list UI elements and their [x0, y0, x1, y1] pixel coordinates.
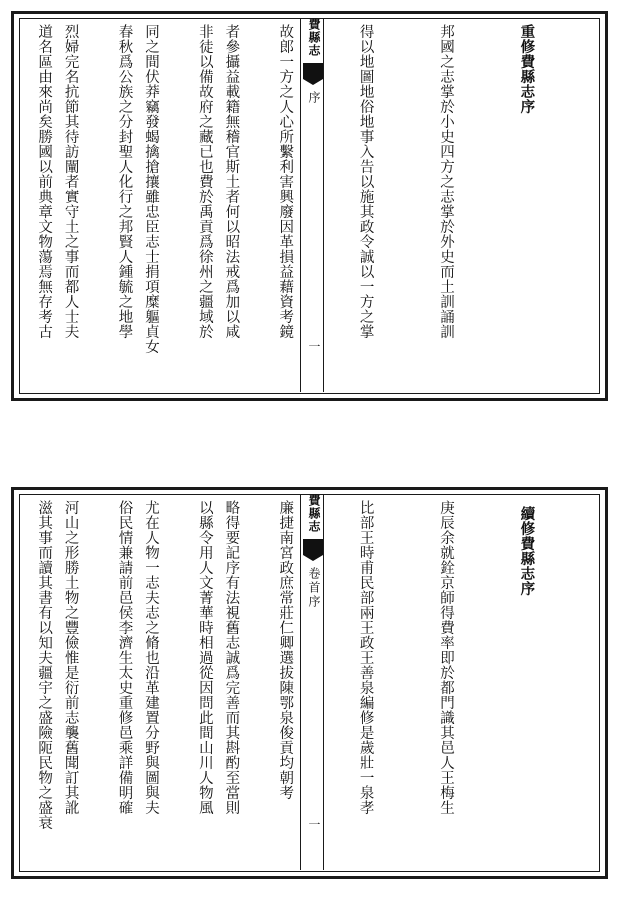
- top-fold-page-number: 一: [307, 340, 321, 352]
- top-left-column-4: [0, 24, 3, 390]
- top-column-2: 得以地圖地俗地事入告以施其政令誠以一方之掌: [357, 24, 374, 339]
- top-fold-label: 序: [307, 91, 321, 105]
- top-column-1: 邦國之志掌於小史四方之志掌於外史而土訓誦訓: [438, 24, 455, 339]
- top-left-column-2: 同之間伏莽竊發蝎擒搶攘雖忠臣志士捐項糜軀貞女: [143, 24, 160, 354]
- top-page: [11, 11, 608, 401]
- top-left-column-3: 烈婦完名抗節其待訪闡者實守土之事而都人士夫: [62, 24, 79, 339]
- bottom-left-column-4: [0, 500, 3, 868]
- top-column-3: 故郎一方之人心所繫利害興廢因革損益藉資考鏡: [277, 24, 294, 339]
- bottom-column-1: 庚辰余就銓京師得費率即於都門識其邑人王梅生: [438, 500, 455, 815]
- bottom-left-column-1: 略得要記序有法視舊志誠爲完善而其斟酌至當則: [223, 500, 240, 815]
- bottom-column-3: 廉捷南宮政庶常莊仁卿選拔陳鄂泉俊貢均朝考: [277, 500, 294, 800]
- bottom-left-column-2: 尤在人物一志夫志之脩也沿革建置分野與圖與夫: [143, 500, 160, 815]
- top-left-text-block: [20, 24, 298, 390]
- bottom-left-column-3: 河山之形勝土物之豐儉惟是衍前志襲舊聞訂其訛: [62, 500, 79, 815]
- bottom-left-text-block: [20, 500, 298, 868]
- bottom-column-5: 俗民情兼請前邑侯李濟生太史重修邑乘詳備明確: [116, 500, 133, 815]
- top-column-4: 非徒以備故府之藏已也費於禹貢爲徐州之疆域於: [196, 24, 213, 339]
- top-column-5: 春秋爲公族之分封聖人化行之邦賢人鍾毓之地學: [116, 24, 133, 339]
- bottom-fold-label: 卷首序: [307, 567, 321, 609]
- bottom-fish-tail-mark: [303, 539, 323, 561]
- bottom-page: [11, 487, 608, 879]
- bottom-fold-title: 費縣志: [307, 494, 321, 533]
- bottom-column-2: 比部王時甫民部兩王政王善泉編修是歲壯一泉孝: [357, 500, 374, 815]
- top-fold-title: 費縣志: [307, 18, 321, 57]
- bottom-column-4: 以縣令用人文菁華時相過從因問此間山川人物風: [196, 500, 213, 815]
- top-title: 重修費縣志序: [518, 24, 536, 114]
- top-left-column-1: 者參攝益載籍無稽官斯土者何以昭法戒爲加以咸: [223, 24, 240, 339]
- top-fish-tail-mark: [303, 63, 323, 85]
- bottom-column-6: 滋其事而讀其書有以知夫疆宇之盛險阨民物之盛衰: [36, 500, 53, 830]
- bottom-fold-page-number: 一: [307, 818, 321, 830]
- bottom-title: 續修費縣志序: [518, 506, 536, 596]
- top-column-6: 道名區由來尚矣勝國以前典章文物蕩焉無存考古: [36, 24, 53, 339]
- bottom-fold-strip: [300, 494, 324, 870]
- top-fold-strip: [300, 18, 324, 392]
